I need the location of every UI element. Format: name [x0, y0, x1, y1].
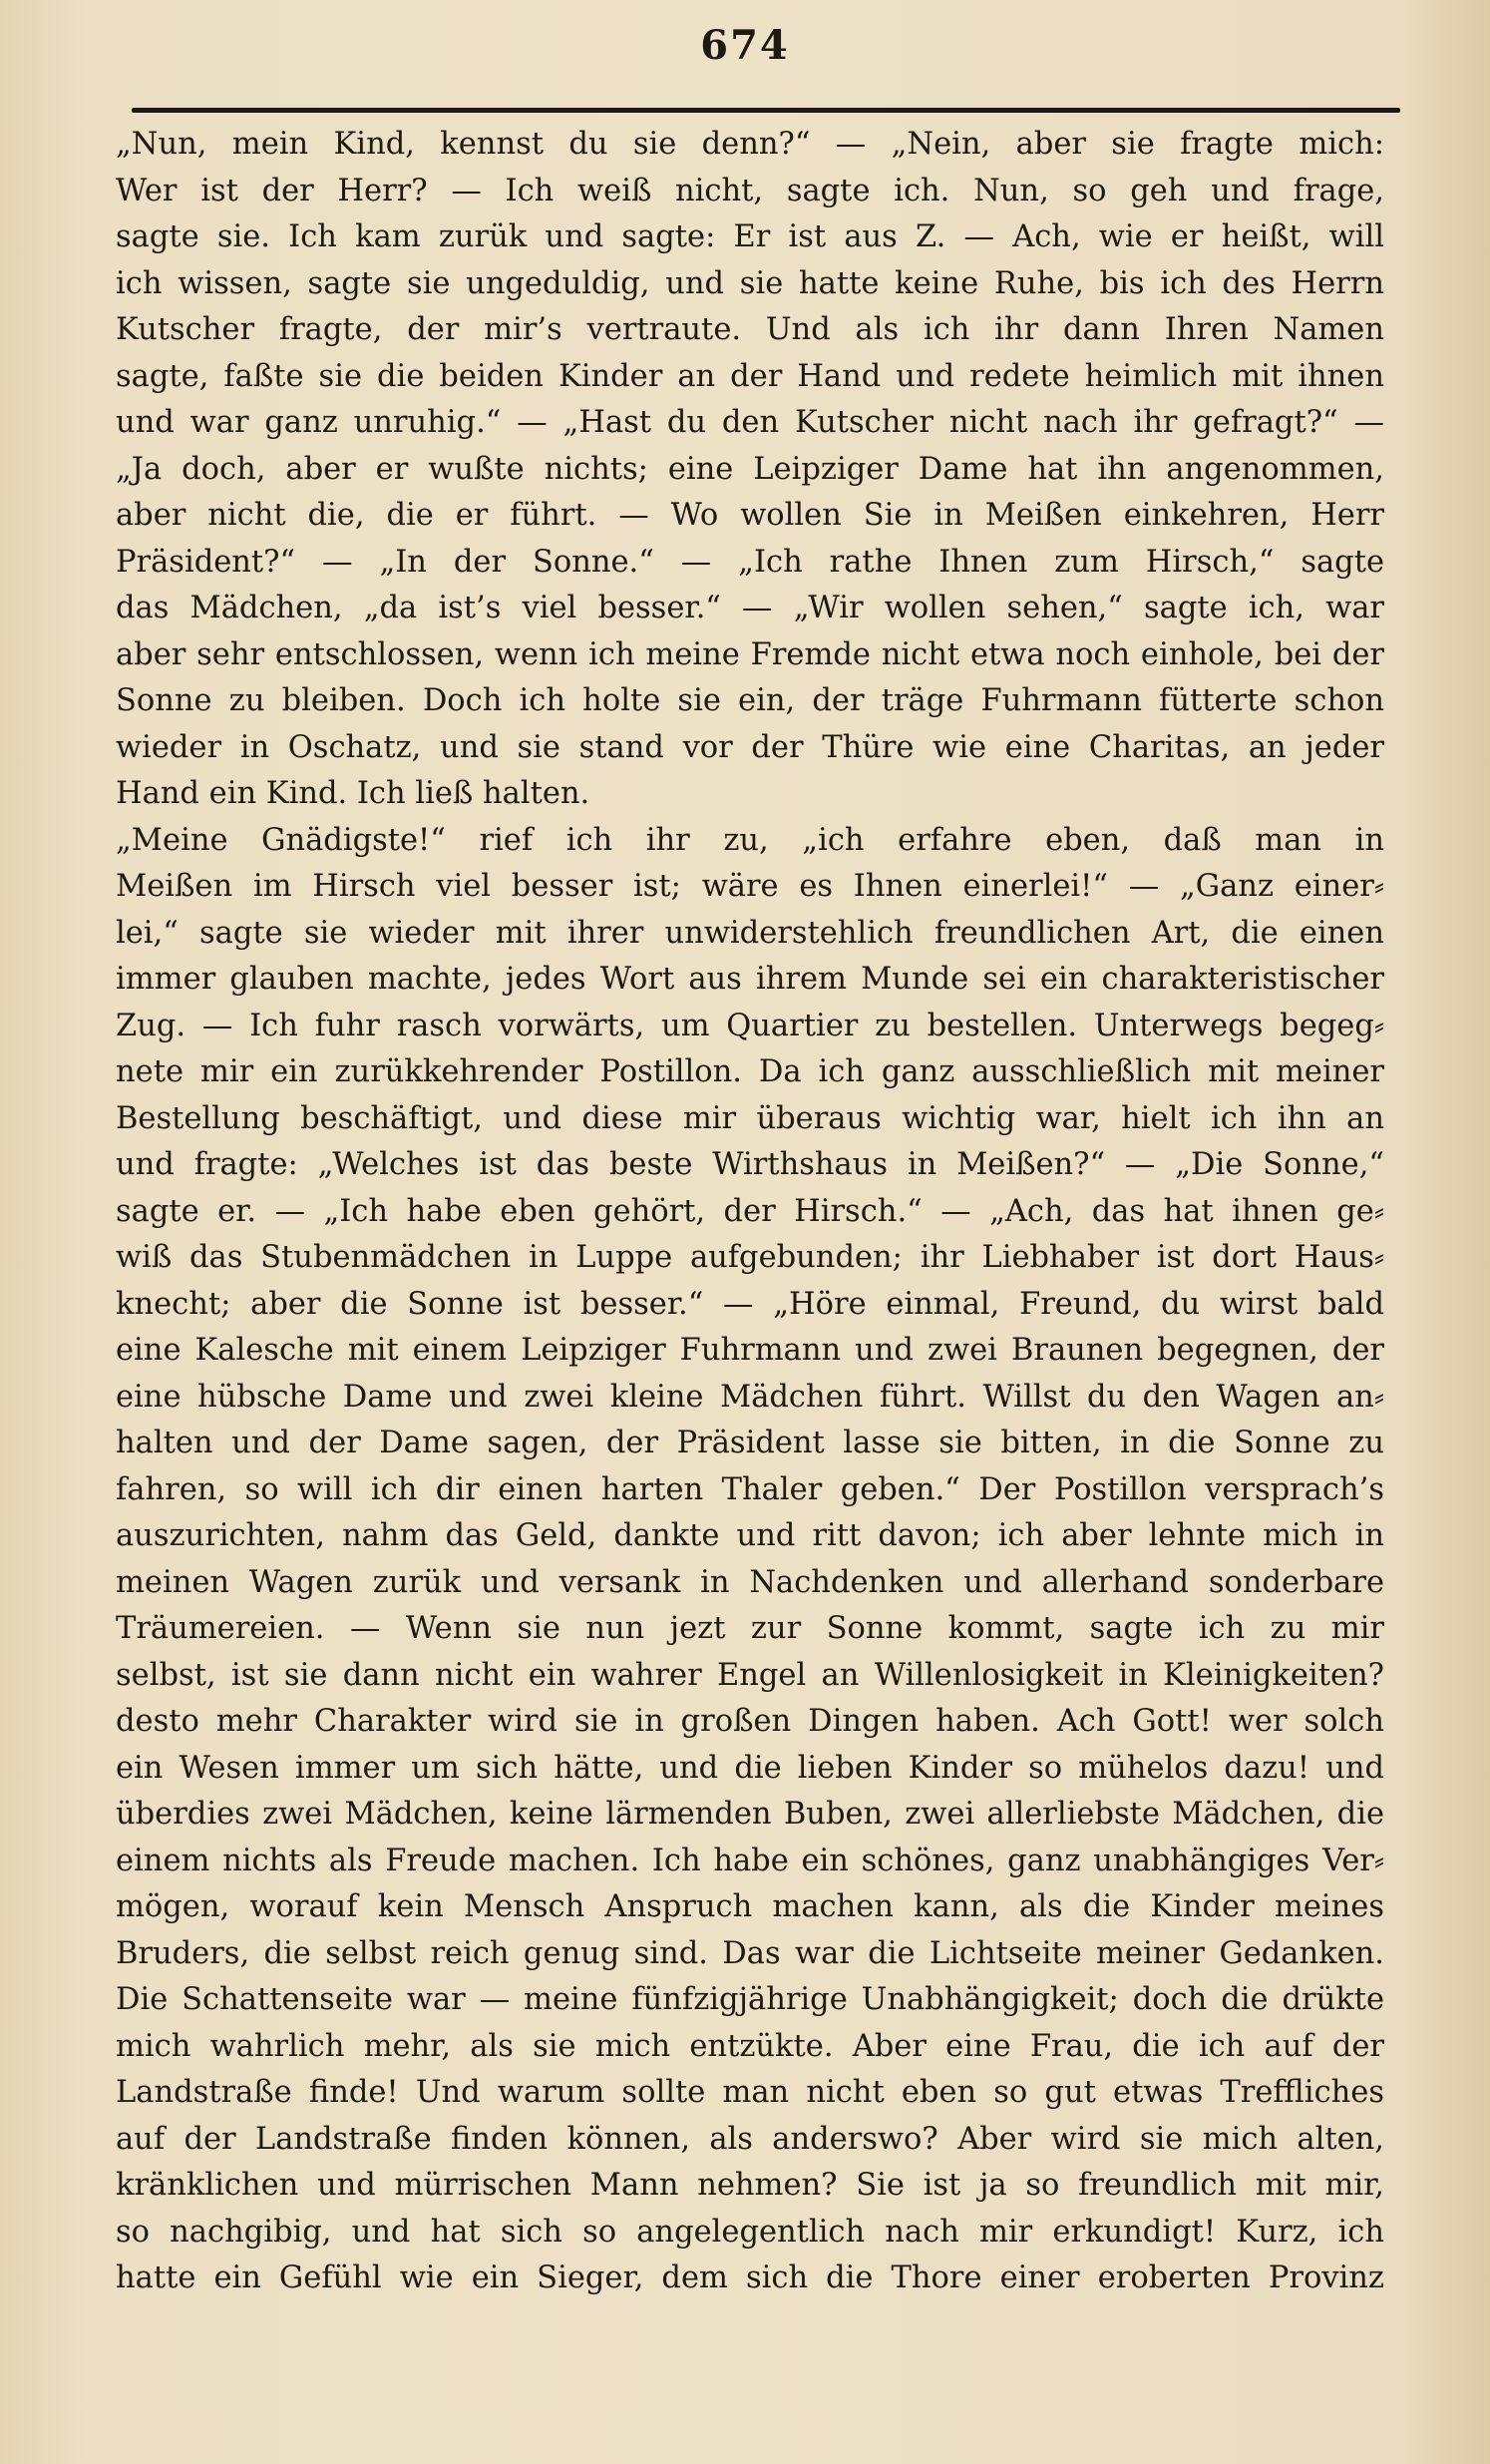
text-line: meinen Wagen zurük und versank in Nachdenken und allerhand sonderbare [116, 1564, 1384, 1600]
text-line: Zug. — Ich fuhr rasch vorwärts, um Quartier zu bestellen. Unterwegs begeg⸗ [116, 1008, 1384, 1043]
text-line: Die Schattenseite war — meine fünfzigjährige Unabhängigkeit; doch die drükte [116, 1982, 1384, 2017]
text-line: desto mehr Charakter wird sie in großen Dingen haben. Ach Gott! wer solch [116, 1704, 1384, 1739]
header-rule [132, 108, 1400, 113]
text-line: ich wissen, sagte sie ungeduldig, und sie hatte keine Ruhe, bis ich des Herrn [116, 265, 1384, 301]
text-line: so nachgibig, und hat sich so angelegentlich nach mir erkundigt! Kurz, ich [116, 2214, 1384, 2250]
text-line: Bestellung beschäftigt, und diese mir überaus wichtig war, hielt ich ihn an [116, 1100, 1384, 1136]
text-line: das Mädchen, „da ist’s viel besser.“ — „Wir wollen sehen,“ sagte ich, war [116, 591, 1384, 625]
text-line: sagte sie. Ich kam zurük und sagte: Er ist aus Z. — Ach, wie er heißt, will [116, 219, 1384, 254]
text-line: „Meine Gnädigste!“ rief ich ihr zu, „ich erfahre eben, daß man in [116, 822, 1384, 858]
text-line: nete mir ein zurükkehrender Postillon. Da ich ganz ausschließlich mit meiner [116, 1054, 1384, 1089]
text-line: eine hübsche Dame und zwei kleine Mädchen führt. Willst du den Wagen an⸗ [116, 1379, 1384, 1415]
text-line: und fragte: „Welches ist das beste Wirthshaus in Meißen?“ — „Die Sonne,“ [116, 1147, 1384, 1182]
text-line: Bruders, die selbst reich genug sind. Das war die Lichtseite meiner Gedanken. [116, 1935, 1384, 1971]
text-line: mich wahrlich mehr, als sie mich entzükte. Aber eine Frau, die ich auf der [116, 2028, 1384, 2064]
text-line: Landstraße finde! Und warum sollte man nicht eben so gut etwas Treffliches [116, 2075, 1384, 2110]
text-line: einem nichts als Freude machen. Ich habe ein schönes, ganz unabhängiges Ver⸗ [116, 1843, 1384, 1878]
text-line: auszurichten, nahm das Geld, dankte und ritt davon; ich aber lehnte mich in [116, 1518, 1384, 1553]
text-line: sagte, faßte sie die beiden Kinder an der Hand und redete heimlich mit ihnen [116, 358, 1384, 394]
text-line: Präsident?“ — „In der Sonne.“ — „Ich rathe Ihnen zum Hirsch,“ sagte [116, 544, 1384, 580]
text-line: und war ganz unruhig.“ — „Hast du den Kutscher nicht nach ihr gefragt?“ — [116, 405, 1384, 440]
text-line: Wer ist der Herr? — Ich weiß nicht, sagte ich. Nun, so geh und frage, [116, 173, 1384, 208]
text-line: immer glauben machte, jedes Wort aus ihrem Munde sei ein charakteristischer [116, 962, 1384, 997]
text-line: mögen, worauf kein Mensch Anspruch machen kann, als die Kinder meines [116, 1889, 1384, 1924]
text-line: Hand ein Kind. Ich ließ halten. [116, 776, 590, 811]
text-line: eine Kalesche mit einem Leipziger Fuhrmann und zwei Braunen begegnen, der [116, 1333, 1384, 1368]
text-line: Sonne zu bleiben. Doch ich holte sie ein, der träge Fuhrmann fütterte schon [116, 683, 1384, 718]
text-line: sagte er. — „Ich habe eben gehört, der Hirsch.“ — „Ach, das hat ihnen ge⸗ [116, 1193, 1384, 1229]
text-line: fahren, so will ich dir einen harten Thaler geben.“ Der Postillon versprach’s [116, 1471, 1384, 1507]
text-line: hatte ein Gefühl wie ein Sieger, dem sich die Thore einer eroberten Provinz [116, 2260, 1384, 2295]
text-line: Meißen im Hirsch viel besser ist; wäre es Ihnen einerlei!“ — „Ganz einer⸗ [116, 869, 1384, 904]
text-line: „Nun, mein Kind, kennst du sie denn?“ — „Nein, aber sie fragte mich: [116, 127, 1384, 162]
text-line: halten und der Dame sagen, der Präsident lasse sie bitten, in die Sonne zu [116, 1426, 1384, 1460]
text-line: kränklichen und mürrischen Mann nehmen? Sie ist ja so freundlich mit mir, [116, 2168, 1384, 2203]
text-line: wieder in Oschatz, und sie stand vor der Thüre wie eine Charitas, an jeder [116, 729, 1384, 765]
text-line: „Ja doch, aber er wußte nichts; eine Leipziger Dame hat ihn angenommen, [116, 451, 1384, 487]
page-number: 674 [700, 22, 790, 69]
text-line: selbst, ist sie dann nicht ein wahrer Engel an Willenlosigkeit in Kleinigkeiten? [116, 1657, 1384, 1693]
text-line: lei,“ sagte sie wieder mit ihrer unwiderstehlich freundlichen Art, die einen [116, 915, 1384, 951]
text-line: Träumereien. — Wenn sie nun jezt zur Sonne kommt, sagte ich zu mir [116, 1611, 1384, 1646]
text-line: ein Wesen immer um sich hätte, und die lieben Kinder so mühelos dazu! und [116, 1750, 1384, 1786]
text-line: auf der Landstraße finden können, als anderswo? Aber wird sie mich alten, [116, 2121, 1384, 2157]
text-line: Kutscher fragte, der mir’s vertraute. Und als ich ihr dann Ihren Namen [116, 312, 1384, 347]
text-line: aber nicht die, die er führt. — Wo wollen Sie in Meißen einkehren, Herr [116, 498, 1384, 533]
text-line: wiß das Stubenmädchen in Luppe aufgebunden; ihr Liebhaber ist dort Haus⸗ [116, 1240, 1384, 1275]
text-line: knecht; aber die Sonne ist besser.“ — „Höre einmal, Freund, du wirst bald [116, 1286, 1384, 1322]
body-text [116, 122, 1384, 2302]
text-line: aber sehr entschlossen, wenn ich meine Fremde nicht etwa noch einhole, bei der [116, 636, 1384, 672]
text-line: überdies zwei Mädchen, keine lärmenden Buben, zwei allerliebste Mädchen, die [116, 1797, 1384, 1832]
